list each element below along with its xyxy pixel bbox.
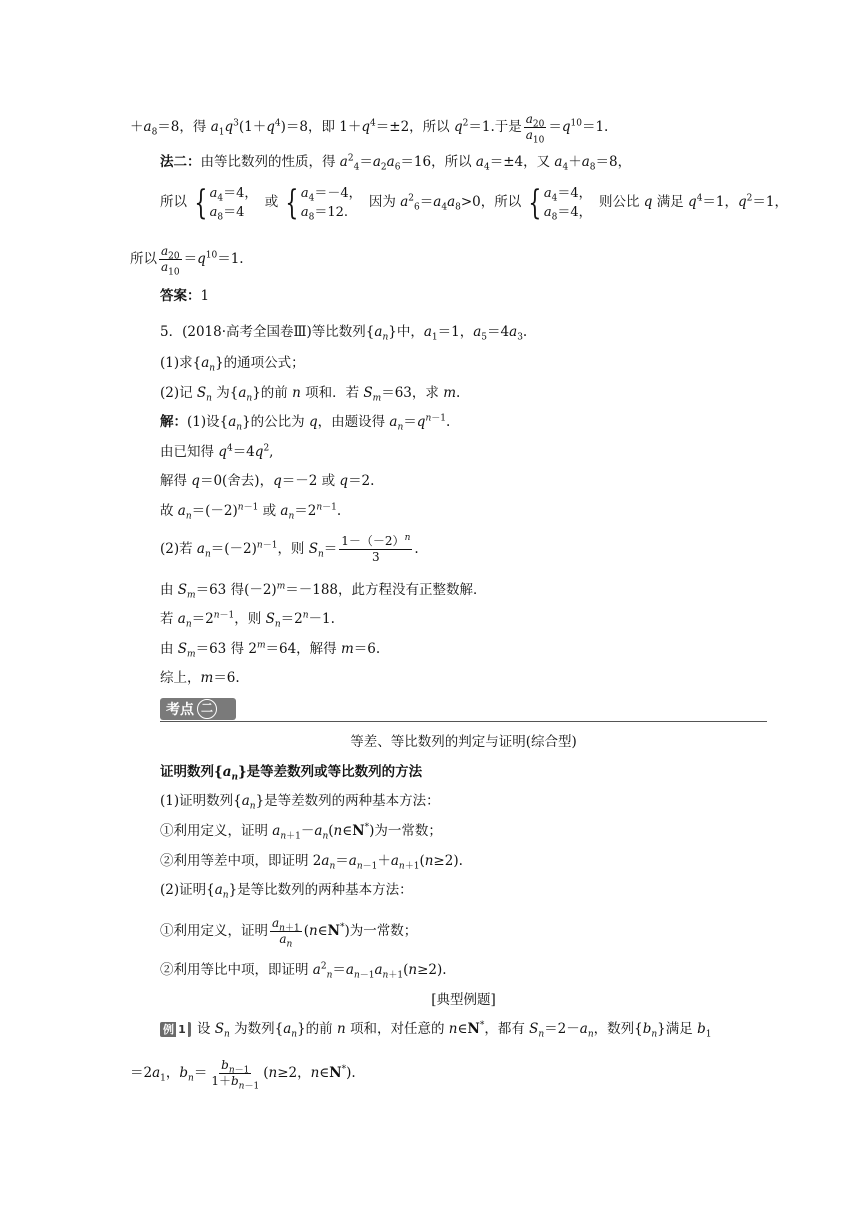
- answer-label: 答案：: [160, 288, 201, 304]
- text-line: 所以 $\frac{a_{20}}{a_{10}}$ $=q^{10}=1$.: [130, 244, 244, 278]
- text-line: 解：(1)设$\{a_n\}$的公比为 q，由题设得 $a_n=q^{n-1}$.: [160, 413, 451, 433]
- text-line: (2)证明$\{a_n\}$是等比数列的两种基本方法：: [160, 882, 413, 901]
- text-line: 综上，m＝6.: [160, 670, 240, 686]
- example-line: 例 1 设 $S_n$ 为数列$\{a_n\}$的前 n 项和，对任意的 n∈N*，都有 $S_n=2-a_n$，数列$\{b_n\}$满足 $b_1$: [160, 1020, 711, 1038]
- topic-number: 二: [197, 699, 217, 719]
- topic-badge: [160, 698, 236, 720]
- text-line: 法二：由等比数列的性质，得 $a^2_4=a_2a_6=16$，所以 $a_4=\pm 4$，又 $a_4+a_8=8$，: [160, 153, 632, 173]
- text-line: 由 $S_m=63$ 得 $2^m=64$，解得 m＝6.: [160, 640, 381, 660]
- text-line: $+a_8=8$，得 $a_1q^3(1+q^4)=8$，即 $1+q^4=\pm 2$，所以 $q^2=1$.于是 $\frac{a_{20}}{a_{10}}$ $=q^{10}=1$.: [130, 112, 609, 146]
- text-line: 由已知得 $q^4=4q^2$,: [160, 443, 274, 460]
- text-line: (2)记 $S_n$ 为$\{a_n\}$的前 n 项和．若 $S_m=63$，求 m.: [160, 385, 461, 404]
- answer-line: [160, 287, 209, 305]
- method-label: 法二：: [160, 154, 201, 170]
- text-line: 解得 q＝0(舍去)，q＝－2 或 q＝2.: [160, 473, 375, 489]
- section-title: 等差、等比数列的判定与证明(综合型): [350, 734, 577, 750]
- text-line: (2)若 $a_n=(-2)^{n-1}$，则 $S_n=$ $\frac{1-(-2)^n}{3}$ .: [160, 533, 419, 564]
- text-line: ①利用定义，证明 $\frac{a_{n+1}}{a_n}$ (n∈N*)为一常数；: [160, 916, 418, 950]
- section-divider: [160, 721, 767, 722]
- text-line: (1)证明数列$\{a_n\}$是等差数列的两种基本方法：: [160, 793, 440, 812]
- text-line: 所以 { $a_4=4$， $a_8=4$ 或 { $a_4=-4$， $a_8=12$. 因为 $a^2_6=a_4a_8>0$，所以 { $a_4=4$， $a_8=4$， 则公比 q 满足 $q^4=1$，$q^2=1$，: [160, 182, 788, 223]
- text-line: (1)求$\{a_n\}$的通项公式；: [160, 355, 305, 374]
- method-heading: 证明数列$\{a_n\}$是等差数列或等比数列的方法: [160, 764, 423, 783]
- example-heading: [典型例题]: [431, 992, 496, 1008]
- source-link[interactable]: 2018·高考全国卷Ⅲ: [187, 324, 307, 340]
- solution-label: 解：: [160, 414, 187, 430]
- problem-5: 5．(2018·高考全国卷Ⅲ)等比数列$\{a_n\}$中，$a_1=1$，$a_5=4a_3$.: [160, 324, 528, 343]
- text-line: ②利用等比中项，即证明 $a^2_n=a_{n-1}a_{n+1}(n\ge 2)$.: [160, 961, 447, 981]
- text-line: 故 $a_n=(-2)^{n-1}$ 或 $a_n=2^{n-1}$.: [160, 502, 342, 522]
- text-line: ①利用定义，证明 $a_{n+1}-a_n(n\in N^*)$为一常数；: [160, 822, 442, 842]
- example-badge-label: 例: [163, 1023, 174, 1036]
- example-number: 1: [176, 1022, 188, 1037]
- text-line: $=2a_1$，$b_n=$ $\frac{b_{n-1}}{1+b_{n-1}}$ (n≥2，n∈N*).: [130, 1058, 356, 1092]
- topic-badge-label: 考点: [166, 702, 194, 718]
- example-badge: [160, 1022, 191, 1037]
- text-line: 若 $a_n=2^{n-1}$，则 $S_n=2^n-1$.: [160, 610, 335, 630]
- text-line: ②利用等差中项，即证明 $2a_n=a_{n-1}+a_{n+1}(n\ge 2)$.: [160, 853, 463, 872]
- answer-value: 1: [200, 288, 210, 304]
- text-line: 由 $S_m=63$ 得$(-2)^m=-188$，此方程没有正整数解．: [160, 581, 487, 601]
